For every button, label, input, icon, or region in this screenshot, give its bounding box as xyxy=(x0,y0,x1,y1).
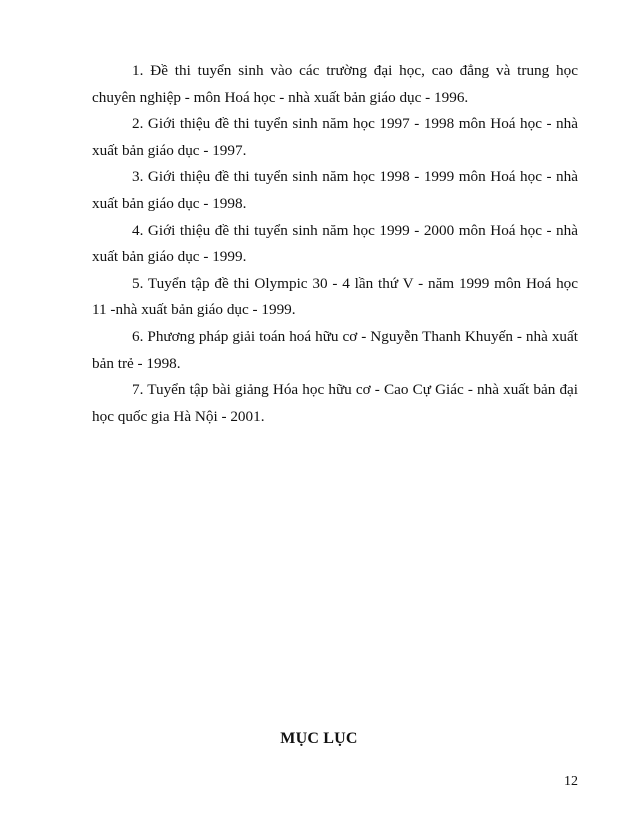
reference-text: 1. Đề thi tuyển sinh vào các trường đại học, cao đẳng và trung học chuyên nghiệp - môn Hoá học - nhà xuất bản giáo dục - 1996. xyxy=(92,62,578,106)
section-title: MỤC LỤC xyxy=(280,730,358,747)
reference-text: 2. Giới thiệu đề thi tuyển sinh năm học 1997 - 1998 môn Hoá học - nhà xuất bản giáo dục - 1997. xyxy=(92,115,578,159)
reference-item-4 xyxy=(92,218,578,271)
reference-item-6 xyxy=(92,324,578,377)
reference-item-3 xyxy=(92,164,578,217)
reference-item-5 xyxy=(92,271,578,324)
reference-text: 4. Giới thiệu đề thi tuyển sinh năm học 1999 - 2000 môn Hoá học - nhà xuất bản giáo dục - 1999. xyxy=(92,221,578,266)
reference-text: 6. Phương pháp giải toán hoá hữu cơ - Nguyễn Thanh Khuyến - nhà xuất bản trẻ - 1998. xyxy=(92,327,578,372)
reference-list xyxy=(92,58,578,430)
reference-text: 5. Tuyển tập đề thi Olympic 30 - 4 lần thứ V - năm 1999 môn Hoá học 11 -nhà xuất bản giáo dục - 1999. xyxy=(92,274,578,319)
reference-item-2 xyxy=(92,111,578,164)
page-number: 12 xyxy=(564,774,578,789)
reference-text: 3. Giới thiệu đề thi tuyển sinh năm học 1998 - 1999 môn Hoá học - nhà xuất bản giáo dục - 1998. xyxy=(92,168,578,212)
reference-item-1 xyxy=(92,58,578,111)
reference-item-7 xyxy=(92,377,578,430)
reference-text: 7. Tuyển tập bài giảng Hóa học hữu cơ - Cao Cự Giác - nhà xuất bản đại học quốc gia Hà Nội - 2001. xyxy=(92,381,578,425)
